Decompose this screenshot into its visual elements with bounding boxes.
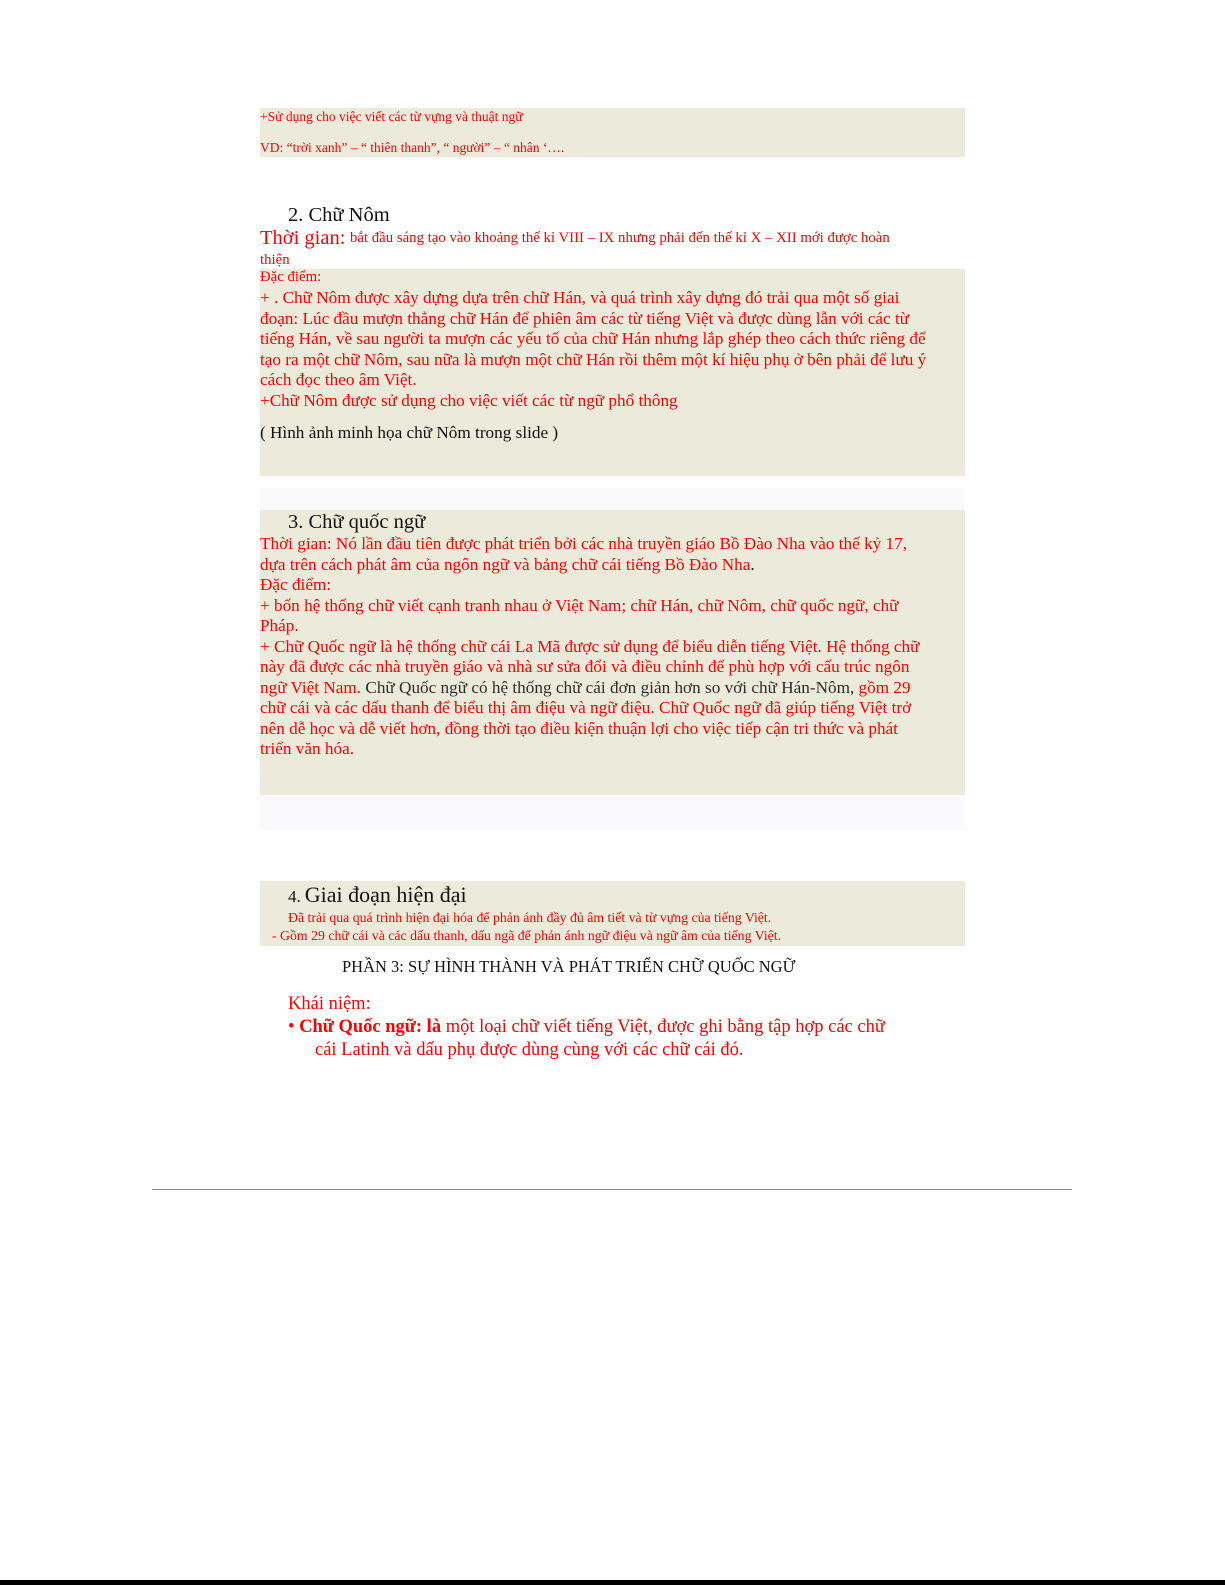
nom-illustration-note: ( Hình ảnh minh họa chữ Nôm trong slide ) [260,423,559,442]
qn-feature-label: Đặc điểm: [260,575,332,594]
qn-time-line: Thời gian: Nó lần đầu tiên được phát triển bởi các nhà truyền giáo Bồ Đào Nha vào thế kỷ 17, [260,534,908,553]
concept-definition-line-2: cái Latinh và dấu phụ được dùng cùng với các chữ cái đó. [315,1040,744,1060]
nom-feature-paragraph [260,288,926,411]
qn-text-red: ngữ Việt Nam. [260,677,366,697]
heading-chu-quoc-ngu: 3. Chữ quốc ngữ [288,511,426,533]
qn-text-dark: Chữ Quốc ngữ có hệ thống chữ cái đơn giản hơn so với chữ Hán-Nôm, [365,677,855,697]
heading-modern [288,884,467,906]
faint-band [260,488,965,510]
nom-time-label: Thời gian: [260,227,346,249]
nom-feature-line: tiếng Hán, về sau người ta mượn các yếu tố của chữ Hán nhưng lắp ghép theo cách thức riêng để [260,329,926,348]
heading-modern-text: Giai đoạn hiện đại [304,882,467,907]
nom-feature-line: đoạn: Lúc đầu mượn thẳng chữ Hán để phiên âm các từ tiếng Việt và được dùng lẫn với các từ [260,308,910,328]
concept-definition-line-1 [288,1018,885,1037]
han-usage-line: +Sử dụng cho việc viết các từ vựng và thuật ngữ [260,109,523,124]
qn-feature-line: chữ cái và các dấu thanh để biểu thị âm điệu và ngữ điệu. Chữ Quốc ngữ đã giúp tiếng Việt trở [260,698,912,717]
qn-feature-line: triển văn hóa. [260,739,355,758]
qn-feature-line: nên dễ học và dễ viết hơn, đồng thời tạo điều kiện thuận lợi cho việc tiếp cận tri thức và phát [260,718,898,738]
qn-feature-line: Pháp. [260,616,299,635]
qn-feature-line-mixed [260,678,919,699]
nom-feature-line: + . Chữ Nôm được xây dựng dựa trên chữ Hán, và quá trình xây dựng đó trải qua một số giai [260,288,900,307]
page-divider [152,1189,1072,1190]
han-example-line: VD: “trời xanh” – “ thiên thanh”, “ người” – “ nhân ‘…. [260,140,565,155]
nom-feature-label: Đặc điểm: [260,269,322,285]
faint-band [260,795,965,830]
nom-feature-line: tạo ra một chữ Nôm, sau nữa là mượn một chữ Hán rồi thêm một kí hiệu phụ ở bên phải để lưu ý [260,349,927,369]
qn-feature-line: + Chữ Quốc ngữ là hệ thống chữ cái La Mã được sử dụng để biểu diễn tiếng Việt. Hệ thống chữ [260,636,920,656]
nom-time-text: bắt đầu sáng tạo vào khoảng thế kỉ VIII – IX nhưng phải đến thế kỉ X – XII mới được hoàn [350,230,890,246]
qn-paragraph [260,534,919,760]
qn-time-period: . [750,554,755,574]
bottom-edge-bar [0,1580,1225,1585]
heading-chu-nom: 2. Chữ Nôm [288,204,390,226]
modern-line-1: Đã trải qua quá trình hiện đại hóa để phản ánh đầy đủ âm tiết và từ vựng của tiếng Việt. [288,910,772,925]
heading-modern-number: 4. [288,887,301,906]
qn-feature-line: này đã được các nhà truyền giáo và nhà sư sửa đổi và điều chỉnh để phù hợp với cấu trúc ngôn [260,657,910,676]
qn-time-line-cont [260,555,919,576]
nom-time-text-cont: thiện [260,252,290,268]
concept-term: Chữ Quốc ngữ: là [299,1017,442,1037]
qn-feature-line: + bốn hệ thống chữ viết cạnh tranh nhau ở Việt Nam; chữ Hán, chữ Nôm, chữ quốc ngữ, chữ [260,595,899,615]
bullet: • [288,1017,295,1037]
nom-feature-line: cách đọc theo âm Việt. [260,370,417,389]
nom-feature-line: +Chữ Nôm được sử dụng cho việc viết các từ ngữ phổ thông [260,390,678,410]
qn-time-text: dựa trên cách phát âm của ngôn ngữ và bảng chữ cái tiếng Bồ Đào Nha [260,554,751,574]
qn-text-red: gồm 29 [854,677,911,697]
modern-line-2: - Gồm 29 chữ cái và các dấu thanh, dấu ngã để phản ánh ngữ điệu và ngữ âm của tiếng Việt. [272,928,782,943]
concept-definition: một loại chữ viết tiếng Việt, được ghi bằng tập hợp các chữ [441,1017,885,1037]
part3-title: PHẦN 3: SỰ HÌNH THÀNH VÀ PHÁT TRIỂN CHỮ QUỐC NGỮ [342,957,796,976]
concept-label: Khái niệm: [288,994,371,1014]
